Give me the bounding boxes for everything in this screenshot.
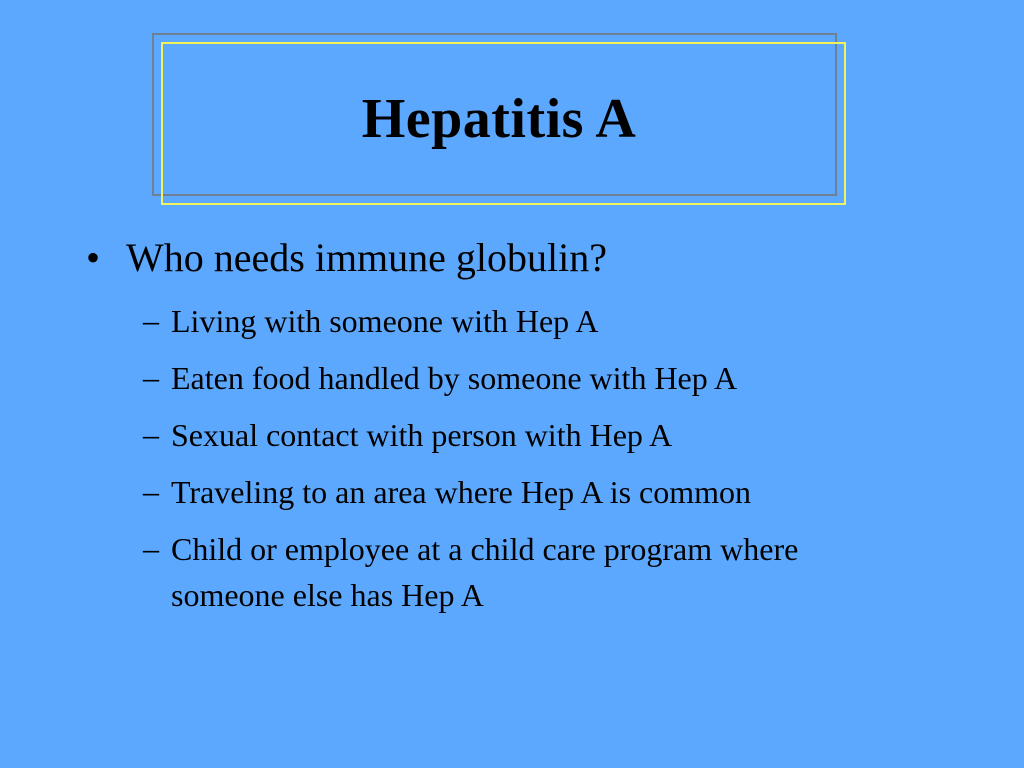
sub-item-text: Child or employee at a child care program where someone else has Hep A [171, 531, 799, 613]
sub-item-text: Traveling to an area where Hep A is common [171, 474, 752, 510]
bullet-text: Who needs immune globulin? [126, 235, 608, 280]
sub-item-dash: – [143, 530, 159, 566]
sub-item-dash: – [143, 416, 159, 452]
sub-item-text: Eaten food handled by someone with Hep A [171, 360, 738, 396]
slide-title: Hepatitis A [361, 88, 637, 150]
sub-item-text: Living with someone with Hep A [171, 303, 599, 339]
bullet-marker: • [86, 235, 101, 280]
sub-item-text: Sexual contact with person with Hep A [171, 417, 673, 453]
sub-item-dash: – [143, 359, 159, 395]
sub-item-dash: – [143, 473, 159, 509]
sub-item-dash: – [143, 302, 159, 338]
